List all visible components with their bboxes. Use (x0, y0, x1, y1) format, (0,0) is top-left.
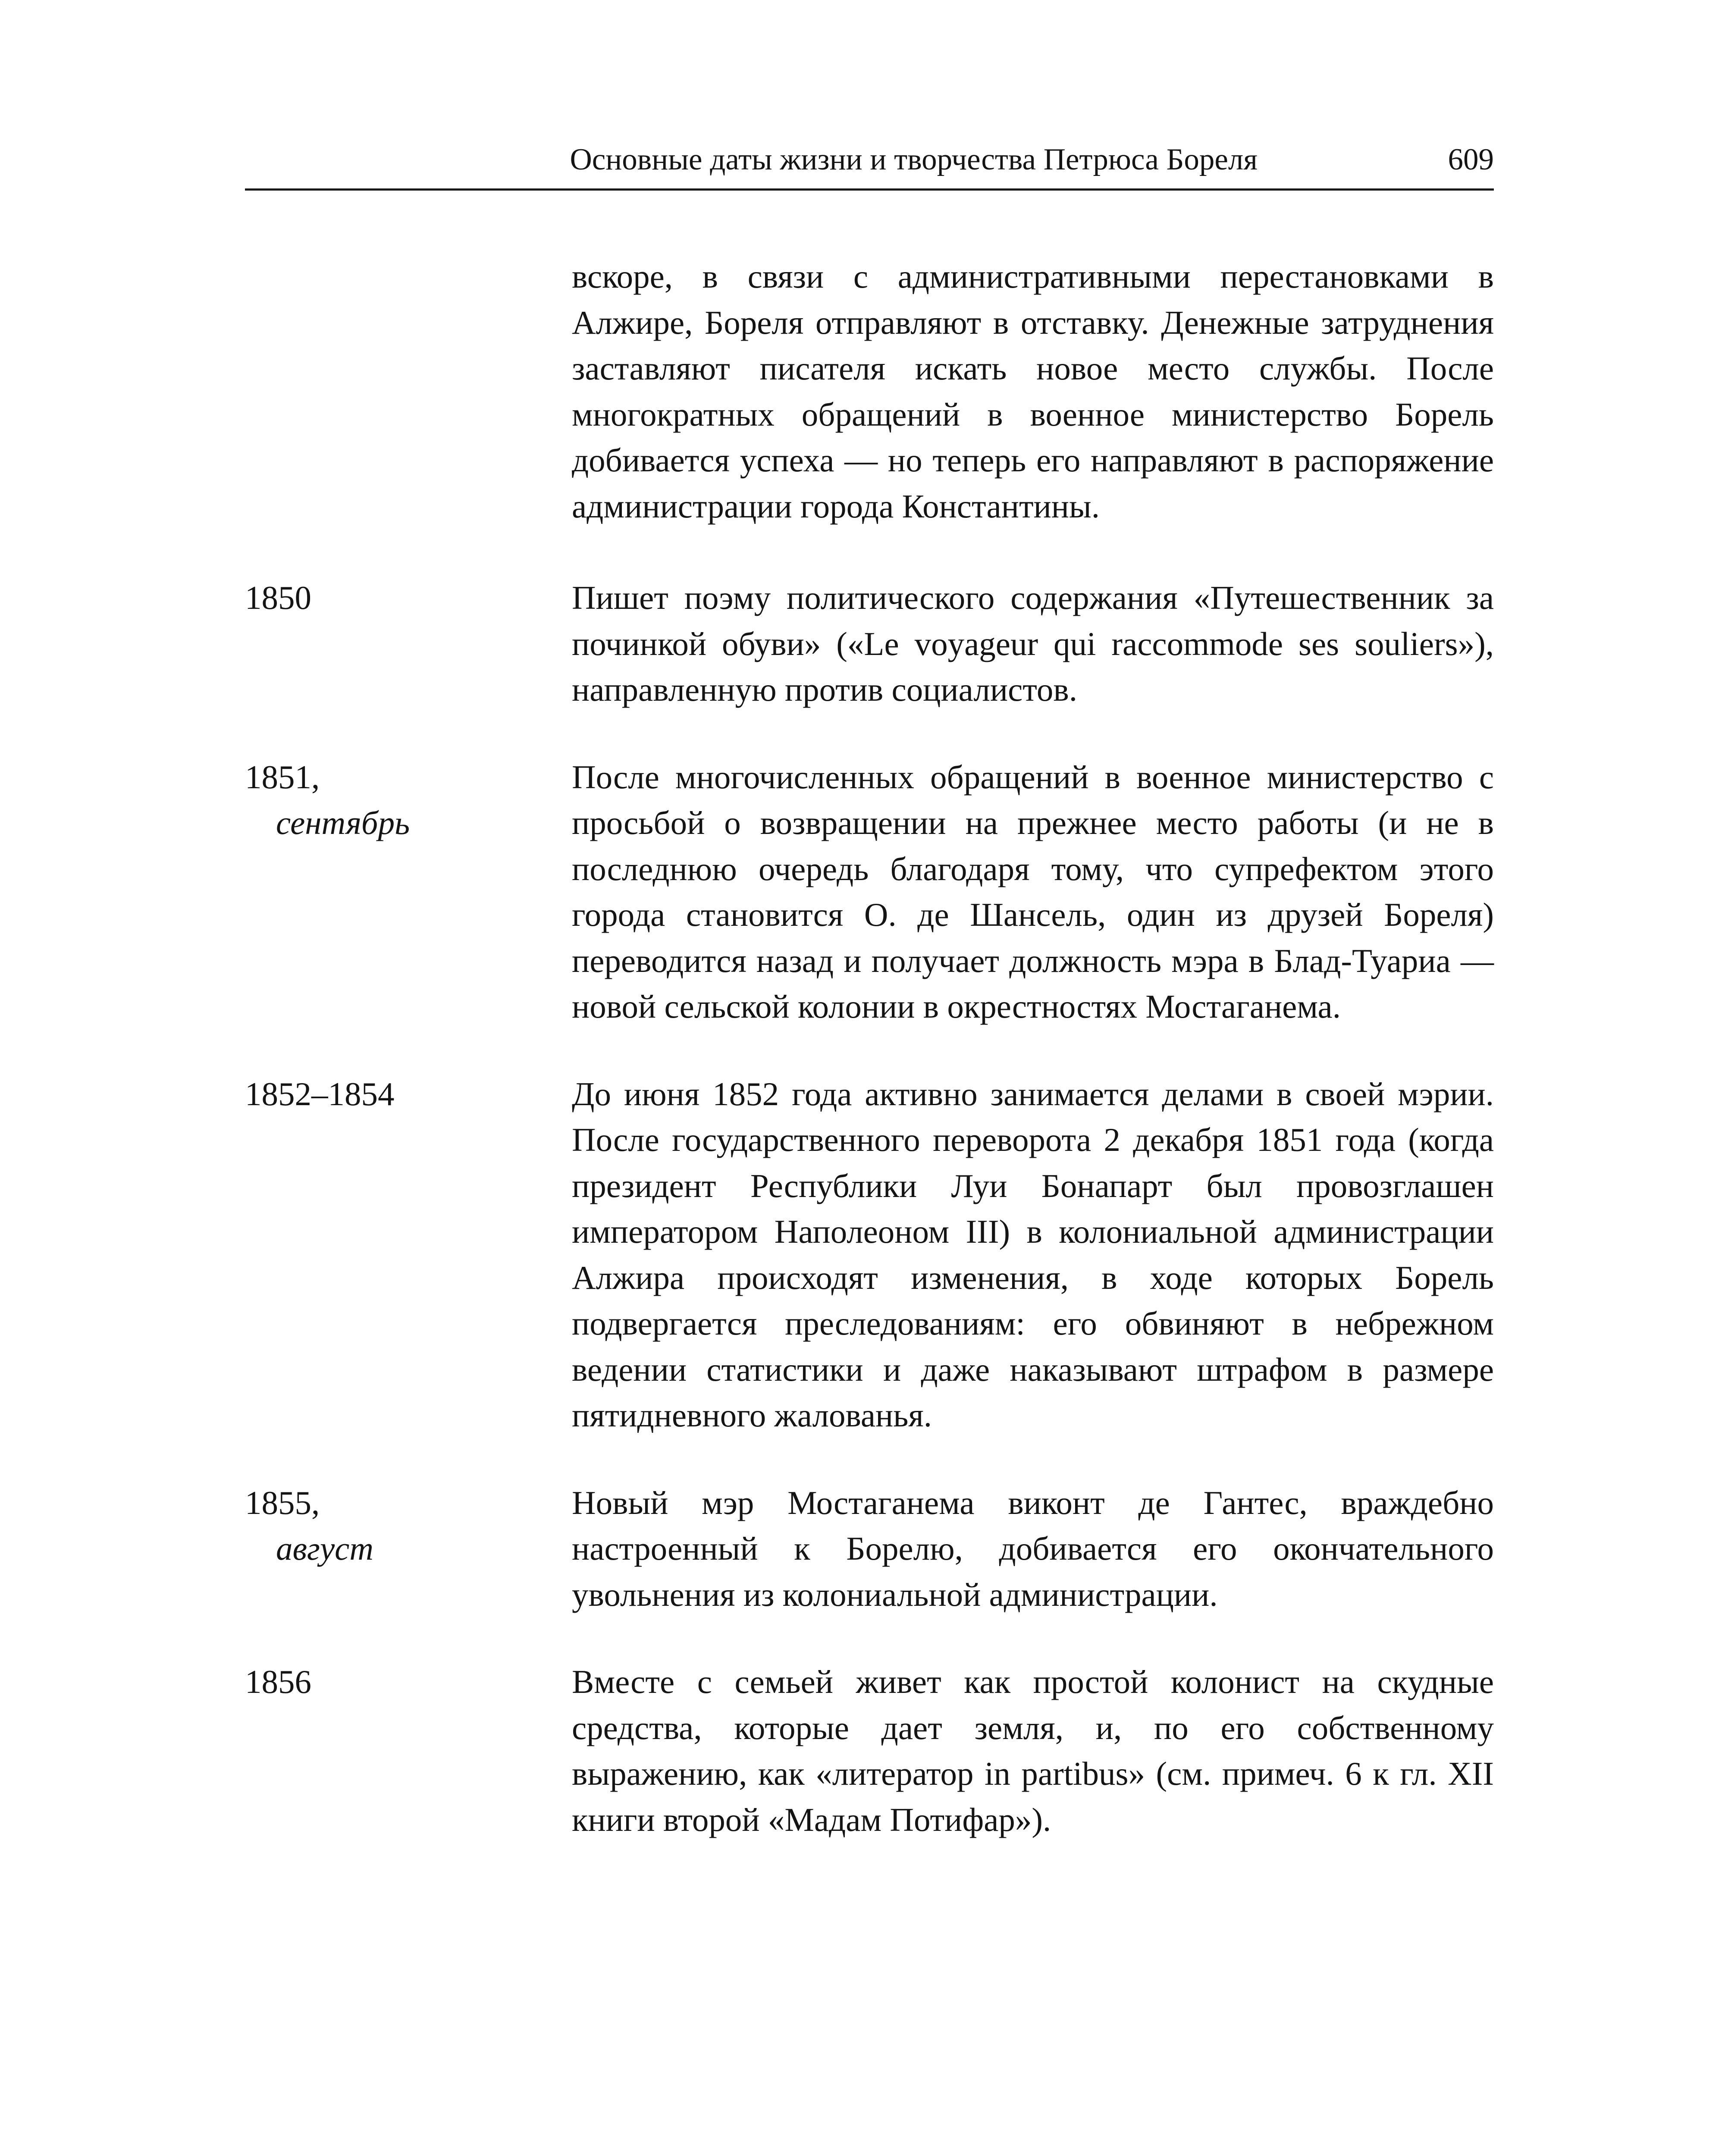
entry-text: Новый мэр Мостаганема виконт де Гантес, враждебно настроенный к Борелю, добивается его окончательного увольнения из колониальной администрации. (572, 1484, 1494, 1613)
chronology (245, 254, 1494, 1884)
chronology-entry (245, 254, 1494, 529)
entry-text: вскоре, в связи с административными перестановками в Алжире, Бореля отправляют в отставку. Денежные затруднения заставляют писателя искать новое место службы. После многократных обращений в военное министерство Борель добивается успеха — но теперь его направляют в распоряжение администрации города Константины. (572, 258, 1494, 525)
entry-year: 1852–1854 (245, 1075, 395, 1112)
entry-date (245, 1659, 572, 1843)
entry-date (245, 254, 572, 529)
chronology-entry (245, 575, 1494, 713)
entry-year: 1851, (245, 758, 320, 796)
page-number: 609 (1448, 143, 1494, 176)
entry-year: 1850 (245, 579, 311, 616)
chronology-entry (245, 754, 1494, 1030)
entry-month: сентябрь (276, 804, 410, 841)
entry-year: 1855, (245, 1484, 320, 1521)
entry-date (245, 754, 572, 1030)
chronology-entry (245, 1659, 1494, 1843)
chronology-entry (245, 1480, 1494, 1618)
entry-text: До июня 1852 года активно занимается делами в своей мэрии. После государственного переворота 2 декабря 1851 года (когда президент Республики Луи Бонапарт был провозглашен императором Наполеоном III) в колониальной администрации Алжира происходят изменения, в ходе которых Борель подвергается преследованиям: его обвиняют в небрежном ведении статистики и даже наказывают штрафом в размере пятидневного жалованья. (572, 1075, 1494, 1434)
entry-text: Пишет поэму политического содержания «Путешественник за починкой обуви» («Le voyageur qui raccommode ses souliers»), направленную против социалистов. (572, 579, 1494, 708)
entry-month: август (276, 1530, 373, 1567)
entry-date (245, 1480, 572, 1618)
chronology-entry (245, 1071, 1494, 1438)
entry-year: 1856 (245, 1663, 311, 1700)
entry-text: После многочисленных обращений в военное министерство с просьбой о возвращении на прежнее место работы (и не в последнюю очередь благодаря тому, что супрефектом этого города становится О. де Шансель, один из друзей Бореля) переводится назад и получает должность мэра в Блад-Туариа — новой сельской колонии в окрестностях Мостаганема. (572, 758, 1494, 1025)
entry-text: Вместе с семьей живет как простой колонист на скудные средства, которые дает земля, и, по его собственному выражению, как «литератор in partibus» (см. примеч. 6 к гл. XII книги второй «Мадам Потифар»). (572, 1663, 1494, 1838)
page-header (245, 137, 1494, 191)
running-title: Основные даты жизни и творчества Петрюса Бореля (570, 143, 1258, 176)
entry-date (245, 1071, 572, 1438)
entry-date (245, 575, 572, 713)
